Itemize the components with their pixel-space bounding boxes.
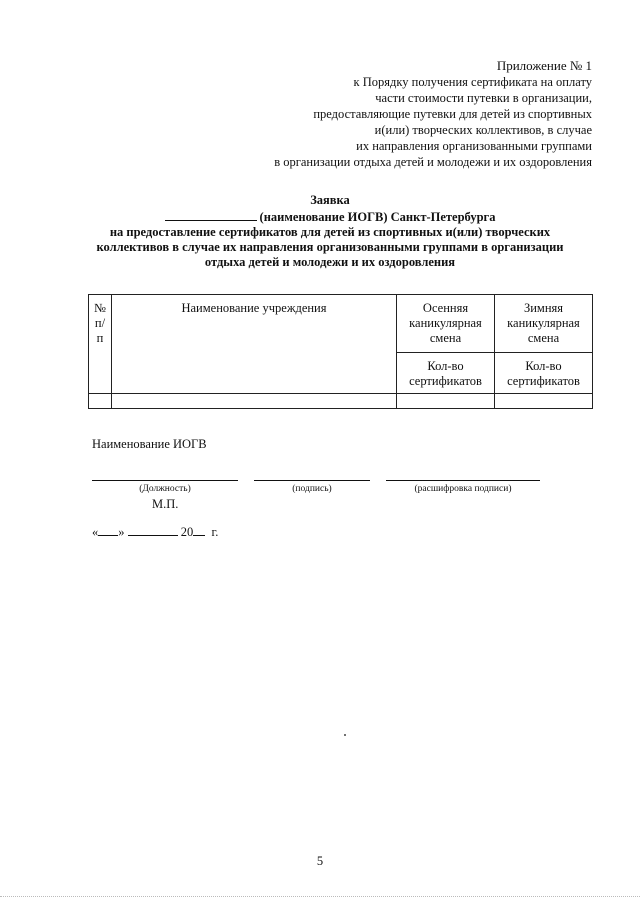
position-caption: (Должность)	[139, 484, 191, 494]
stamp-place-label: М.П.	[152, 497, 179, 511]
decode-caption: (расшифровка подписи)	[414, 484, 512, 494]
application-heading: Заявка	[310, 193, 350, 207]
application-purpose-line: отдыха детей и молодежи и их оздоровления	[204, 255, 456, 269]
decode-line	[386, 480, 540, 481]
table-header-row	[89, 295, 593, 353]
autumn-shift-header: Осенняя каникулярная смена	[397, 295, 495, 353]
application-subtitle-text: (наименование ИОГВ) Санкт-Петербурга	[259, 210, 496, 224]
table-row	[89, 394, 593, 409]
number-column-header: № п/п	[89, 295, 112, 394]
appendix-header	[152, 58, 592, 170]
table-cell	[397, 394, 495, 409]
page-number: 5	[316, 854, 324, 868]
year-suffix: г.	[211, 525, 219, 539]
institution-column-header: Наименование учреждения	[112, 295, 397, 394]
date-line	[92, 524, 218, 540]
application-purpose-line: коллективов в случае их направления организованными группами в организации	[96, 240, 564, 254]
day-blank	[98, 524, 118, 536]
year-blank	[193, 524, 205, 536]
appendix-line: предоставляющие путевки для детей из спортивных	[313, 107, 592, 121]
appendix-line: части стоимости путевки в организации,	[375, 91, 592, 105]
position-line	[92, 480, 238, 481]
appendix-title: Приложение № 1	[496, 58, 592, 73]
winter-shift-header: Зимняя каникулярная смена	[495, 295, 593, 353]
table-cell	[112, 394, 397, 409]
application-title-block	[60, 193, 600, 270]
signature-line	[254, 480, 370, 481]
appendix-line: их направления организованными группами	[356, 139, 592, 153]
certificates-table	[88, 294, 593, 409]
scan-speck	[344, 734, 346, 736]
table-cell	[89, 394, 112, 409]
month-blank	[128, 524, 178, 536]
autumn-count-header: Кол-во сертификатов	[397, 353, 495, 394]
signature-caption: (подпись)	[292, 484, 332, 494]
appendix-line: и(или) творческих коллективов, в случае	[374, 123, 592, 137]
application-subtitle	[60, 208, 600, 225]
table-cell	[495, 394, 593, 409]
date-close-quote: »	[118, 525, 125, 539]
year-prefix: 20	[180, 525, 194, 539]
appendix-line: в организации отдыха детей и молодежи и их оздоровления	[274, 155, 592, 169]
iogv-name-label: Наименование ИОГВ	[92, 437, 207, 451]
winter-count-header: Кол-во сертификатов	[495, 353, 593, 394]
scan-edge	[0, 896, 640, 898]
iogv-name-blank	[165, 208, 257, 221]
appendix-line: к Порядку получения сертификата на оплату	[353, 75, 592, 89]
date-open-quote: «	[92, 525, 99, 539]
application-purpose-line: на предоставление сертификатов для детей из спортивных и(или) творческих	[109, 225, 551, 239]
